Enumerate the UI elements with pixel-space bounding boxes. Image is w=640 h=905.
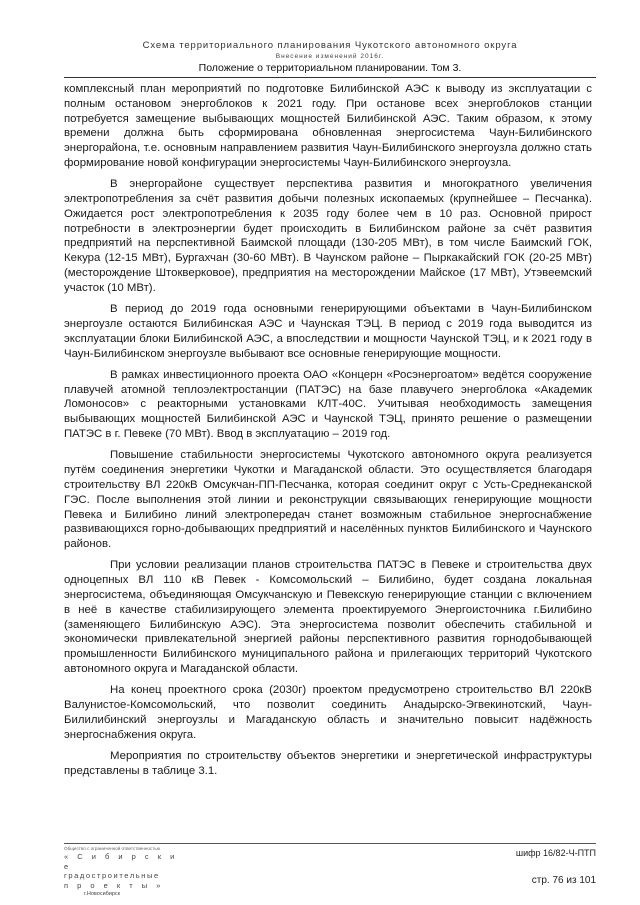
logo-city: г.Новосибирск bbox=[84, 891, 121, 897]
company-logo bbox=[64, 846, 184, 898]
page-number: стр. 76 из 101 bbox=[531, 875, 596, 886]
document-cipher: шифр 16/82-Ч-ПТП bbox=[515, 848, 596, 858]
paragraph: В энергорайоне существует перспектива развития и многократного увеличения электропотребления за счёт развития добычи полезных ископаемых (крупнейшее – Песчанка). Ожидается рост электропотребления к 2035 году более чем в 10 раз. Основной прирост потребности в электроэнергии будет происходить в Билибинском районе за счёт развития предприятий на перспективной Баимской площади (130-205 МВт), в том числе Баимский ГОК, Кекура (12-15 МВт), Бургахчан (30-60 МВт). В Чаунском районе – Пыркакайский ГОК (20-25 МВт) (месторождение Штокверковое), предприятия на месторождении Майское (17 МВт), Утэвеемский участок (10 МВт). bbox=[64, 178, 592, 294]
header-divider bbox=[64, 77, 596, 78]
page-header bbox=[64, 40, 596, 75]
paragraph: На конец проектного срока (2030г) проектом предусмотрено строительство ВЛ 220кВ Валунистое-Комсомольский, что позволит соединить Анадырско-Эгвекинотский, Чаун-Билилибинский энергоузлы и Магаданскую область и значительно повысит надёжность энергоснабжения округа. bbox=[64, 684, 592, 741]
paragraph: В период до 2019 года основными генерирующими объектами в Чаун-Билибинском энергоузле остаются Билибинская АЭС и Чаунская ТЭЦ. В период с 2019 года выводится из эксплуатации блоки Билибинской АЭС, а впоследствии и мощности Чаунской ТЭЦ, и к 2021 году в Чаун-Билибинском энергоузле выбывают все основные генерирующие мощности. bbox=[64, 303, 592, 360]
volume-title: Положение о территориальном планировании. Том 3. bbox=[198, 62, 462, 74]
document-title: Схема территориального планирования Чукотского автономного округа bbox=[142, 40, 518, 51]
logo-line: п р о е к т ы » bbox=[64, 880, 164, 890]
footer-divider bbox=[64, 843, 596, 844]
paragraph: При условии реализации планов строительства ПАТЭС в Певеке и строительства двух одноцепных ВЛ 110 кВ Певек - Комсомольский – Билибино, будет создана локальная энергосистема, объединяющая Омсукчанскую и Певекскую генерирующие станции с включением в неё в качестве стабилизирующего элемента проектируемого Энергоисточника г.Билибино (заменяющего Билибинскую АЭС). Эта энергосистема позволит обеспечить стабильной и экономически привлекательной энергией районы перспективного развития горнодобывающей промышленности Билибинского муниципального района и прилегающих территорий Чукотского автономного округа и Магаданской области. bbox=[64, 559, 592, 675]
logo-org-type: Общество с ограниченной ответственностью bbox=[64, 846, 161, 851]
paragraph: Мероприятия по строительству объектов энергетики и энергетической инфраструктуры представлены в таблице 3.1. bbox=[64, 749, 592, 777]
logo-line: « С и б и р с к и е bbox=[64, 852, 178, 871]
paragraph: В рамках инвестиционного проекта ОАО «Концерн «Росэнергоатом» ведётся сооружение плавучей атомной теплоэлектростанции (ПАТЭС) на базе плавучего энергоблока «Академик Ломоносов» с реакторными установками КЛТ-40С. Учитывая необходимость замещения выбывающих мощностей Билибинской АЭС и Чаунской ТЭЦ, принято решение о размещении ПАТЭС в г. Певеке (70 МВт). Ввод в эксплуатацию – 2019 год. bbox=[64, 368, 592, 441]
document-subtitle: Внесение изменений 2016г. bbox=[275, 53, 385, 60]
paragraph: Повышение стабильности энергосистемы Чукотского автономного округа реализуется путём соединения энергетики Чукотки и Магаданской области. Это осуществляется благодаря строительству ВЛ 220кВ Омсукчан-ПП-Песчанка, которая соединит округ с Усть-Среднеканской ГЭС. После выполнения этой линии и реконструкции связывающих генерирующие мощности Певека и Билибино линий электропередач станет возможным стабильное энергоснабжение развивающихся горно-добывающих предприятий и населённых пунктов Билибинского и Чаунского районов. bbox=[64, 449, 592, 551]
body-text bbox=[64, 82, 592, 785]
paragraph: комплексный план мероприятий по подготовке Билибинской АЭС к выводу из эксплуатации с полным остановом энергоблоков к 2021 году. При останове всех энергоблоков станции потребуется замещение выбывающих мощностей Билибинской АЭС. Таким образом, к этому времени должна быть сформирована обновленная энергосистема Чаун-Билибинского энергорайона, т.е. основным направлением развития Чаун-Билибинского энергоузла должно стать формирование новой конфигурации энергосистемы Чаун-Билибинского энергоузла. bbox=[64, 83, 592, 169]
logo-line: градостроительные bbox=[64, 871, 160, 880]
